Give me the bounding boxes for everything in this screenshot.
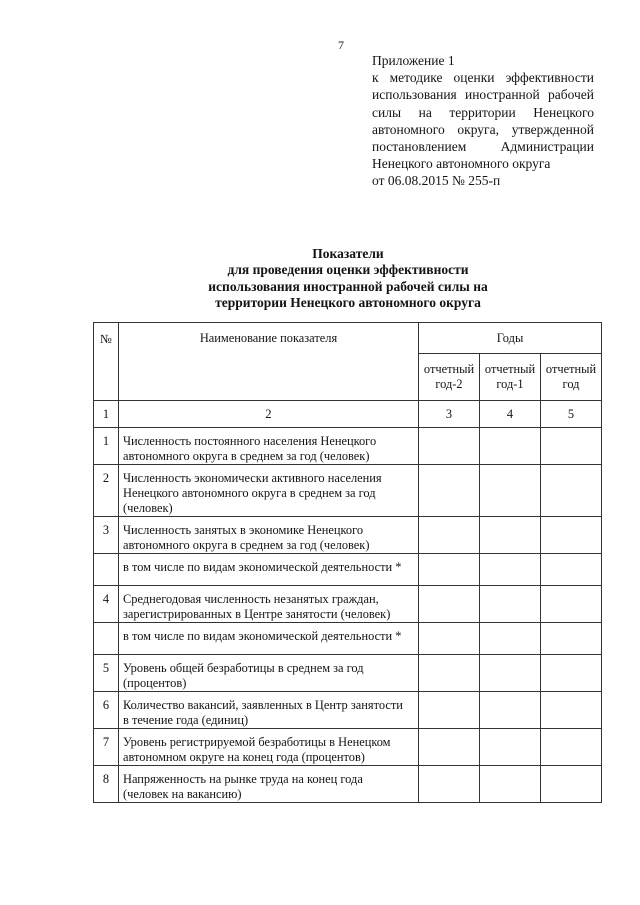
value-cell bbox=[419, 586, 480, 623]
value-cell bbox=[419, 655, 480, 692]
title-line: использования иностранной рабочей силы на bbox=[208, 278, 488, 294]
table-row bbox=[94, 517, 602, 554]
indicators-table bbox=[93, 322, 602, 803]
value-cell bbox=[480, 692, 541, 729]
column-index: 2 bbox=[119, 401, 419, 428]
value-cell bbox=[480, 729, 541, 766]
appendix-line: автономного округа, утвержденной bbox=[372, 121, 594, 137]
header-num: № bbox=[94, 323, 119, 401]
indicator-line: Ненецкого автономного округа в среднем за год bbox=[123, 486, 376, 500]
value-cell bbox=[419, 692, 480, 729]
indicator-line: в течение года (единиц) bbox=[123, 713, 249, 727]
indicator-line: автономного округа в среднем за год (человек) bbox=[123, 538, 370, 552]
value-cell bbox=[541, 465, 602, 517]
row-number: 6 bbox=[94, 692, 119, 729]
value-cell bbox=[541, 692, 602, 729]
appendix-line: от 06.08.2015 № 255-п bbox=[372, 173, 501, 189]
appendix-line: Приложение 1 bbox=[372, 53, 455, 68]
column-index: 1 bbox=[94, 401, 119, 428]
column-index: 5 bbox=[541, 401, 602, 428]
value-cell bbox=[541, 623, 602, 655]
indicator-line: Численность занятых в экономике Ненецкого bbox=[123, 523, 364, 537]
value-cell bbox=[419, 729, 480, 766]
indicator-name bbox=[119, 554, 419, 586]
value-cell bbox=[480, 465, 541, 517]
column-index: 4 bbox=[480, 401, 541, 428]
indicator-line: (процентов) bbox=[123, 676, 187, 690]
header-year-1 bbox=[480, 354, 541, 401]
indicator-name bbox=[119, 766, 419, 803]
header-years: Годы bbox=[419, 323, 602, 354]
table-row bbox=[94, 465, 602, 517]
indicator-line: Среднегодовая численность незанятых граждан, bbox=[123, 592, 379, 606]
value-cell bbox=[541, 428, 602, 465]
value-cell bbox=[419, 465, 480, 517]
appendix-line: к методике оценки эффективности bbox=[372, 70, 594, 86]
row-number: 7 bbox=[94, 729, 119, 766]
indicator-name bbox=[119, 517, 419, 554]
column-index: 3 bbox=[419, 401, 480, 428]
table-row bbox=[94, 766, 602, 803]
table-row bbox=[94, 586, 602, 623]
indicator-line: автономного округа в среднем за год (человек) bbox=[123, 449, 370, 463]
indicator-name bbox=[119, 465, 419, 517]
value-cell bbox=[480, 517, 541, 554]
row-number: 3 bbox=[94, 517, 119, 554]
indicator-name bbox=[119, 428, 419, 465]
title-line: территории Ненецкого автономного округа bbox=[215, 295, 481, 311]
table-row bbox=[94, 692, 602, 729]
indicator-line: (человек) bbox=[123, 501, 173, 515]
header-year-word: отчетный bbox=[545, 362, 597, 376]
header-year-label: год bbox=[562, 377, 580, 391]
header-year-label: год-1 bbox=[496, 377, 524, 391]
row-number: 4 bbox=[94, 586, 119, 623]
header-name: Наименование показателя bbox=[119, 323, 419, 401]
value-cell bbox=[419, 766, 480, 803]
document-title bbox=[120, 246, 576, 312]
indicator-name bbox=[119, 692, 419, 729]
column-index-row bbox=[94, 401, 602, 428]
title-line: Показатели bbox=[312, 246, 384, 261]
value-cell bbox=[419, 623, 480, 655]
indicator-line: автономном округе на конец года (процентов) bbox=[123, 750, 365, 764]
value-cell bbox=[480, 766, 541, 803]
indicator-line: Численность постоянного населения Ненецкого bbox=[123, 434, 377, 448]
value-cell bbox=[480, 623, 541, 655]
header-year-0 bbox=[541, 354, 602, 401]
appendix-line: силы на территории Ненецкого bbox=[372, 104, 594, 120]
indicator-name bbox=[119, 655, 419, 692]
value-cell bbox=[541, 586, 602, 623]
indicator-line: Уровень регистрируемой безработицы в Ненецком bbox=[123, 735, 391, 749]
value-cell bbox=[419, 428, 480, 465]
indicator-line: Численность экономически активного населения bbox=[123, 471, 382, 485]
value-cell bbox=[480, 554, 541, 586]
table-row bbox=[94, 428, 602, 465]
header-year-2 bbox=[419, 354, 480, 401]
page-number: 7 bbox=[338, 38, 344, 52]
value-cell bbox=[541, 655, 602, 692]
indicator-line: (человек на вакансию) bbox=[123, 787, 242, 801]
row-number bbox=[94, 623, 119, 655]
indicator-name bbox=[119, 729, 419, 766]
value-cell bbox=[419, 517, 480, 554]
indicator-name bbox=[119, 623, 419, 655]
indicator-line: Напряженность на рынке труда на конец года bbox=[123, 772, 363, 786]
header-year-label: год-2 bbox=[435, 377, 463, 391]
value-cell bbox=[419, 554, 480, 586]
table-row bbox=[94, 655, 602, 692]
indicator-line: Уровень общей безработицы в среднем за год bbox=[123, 661, 364, 675]
value-cell bbox=[480, 428, 541, 465]
value-cell bbox=[541, 554, 602, 586]
header-year-word: отчетный bbox=[423, 362, 475, 376]
indicator-line: зарегистрированных в Центре занятости (человек) bbox=[123, 607, 391, 621]
value-cell bbox=[480, 586, 541, 623]
indicator-name bbox=[119, 586, 419, 623]
table-row bbox=[94, 554, 602, 586]
table-row bbox=[94, 729, 602, 766]
indicator-line: в том числе по видам экономической деятельности * bbox=[123, 629, 402, 643]
row-number bbox=[94, 554, 119, 586]
appendix-note bbox=[372, 52, 594, 190]
title-line: для проведения оценки эффективности bbox=[227, 262, 469, 278]
appendix-line: постановлением Администрации bbox=[372, 139, 594, 155]
appendix-line: использования иностранной рабочей bbox=[372, 87, 594, 103]
value-cell bbox=[480, 655, 541, 692]
header-year-word: отчетный bbox=[484, 362, 536, 376]
value-cell bbox=[541, 766, 602, 803]
value-cell bbox=[541, 517, 602, 554]
row-number: 8 bbox=[94, 766, 119, 803]
row-number: 2 bbox=[94, 465, 119, 517]
indicator-line: Количество вакансий, заявленных в Центр занятости bbox=[123, 698, 403, 712]
value-cell bbox=[541, 729, 602, 766]
row-number: 5 bbox=[94, 655, 119, 692]
table-row bbox=[94, 623, 602, 655]
indicator-line: в том числе по видам экономической деятельности * bbox=[123, 560, 402, 574]
appendix-line: Ненецкого автономного округа bbox=[372, 156, 551, 172]
row-number: 1 bbox=[94, 428, 119, 465]
